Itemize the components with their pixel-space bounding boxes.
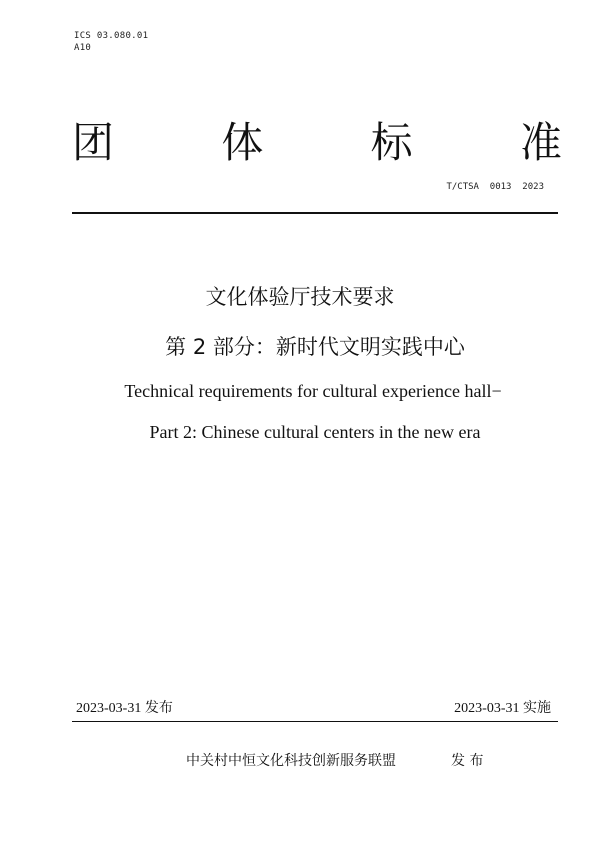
chinese-title-main: 文化体验厅技术要求 [205,285,395,309]
ccs-code: A10 [74,43,92,53]
standard-number: T/CTSA 0013 2023 [446,182,544,192]
standard-type-char-4: 准 [519,118,562,167]
implement-date: 2023-03-31 实施 [454,701,551,716]
publish-date: 2023-03-31 发布 [76,701,173,716]
standard-type-char-3: 标 [370,118,413,167]
english-title-part: Part 2: Chinese cultural centers in the new era [149,422,481,442]
chinese-title-part: 第 2 部分：新时代文明实践中心 [165,335,465,359]
standard-type-char-1: 团 [72,118,115,167]
classification-codes [74,30,148,54]
issuer-action: 发 布 [451,753,484,769]
issuer-name: 中关村中恒文化科技创新服务联盟 [186,753,396,769]
ics-code: ICS 03.080.01 [74,31,149,41]
standard-type-char-2: 体 [221,118,264,167]
english-title-main: Technical requirements for cultural experience hall− [124,381,502,401]
standard-type-heading [72,118,562,168]
header-divider [72,212,558,214]
footer-divider [72,721,558,722]
